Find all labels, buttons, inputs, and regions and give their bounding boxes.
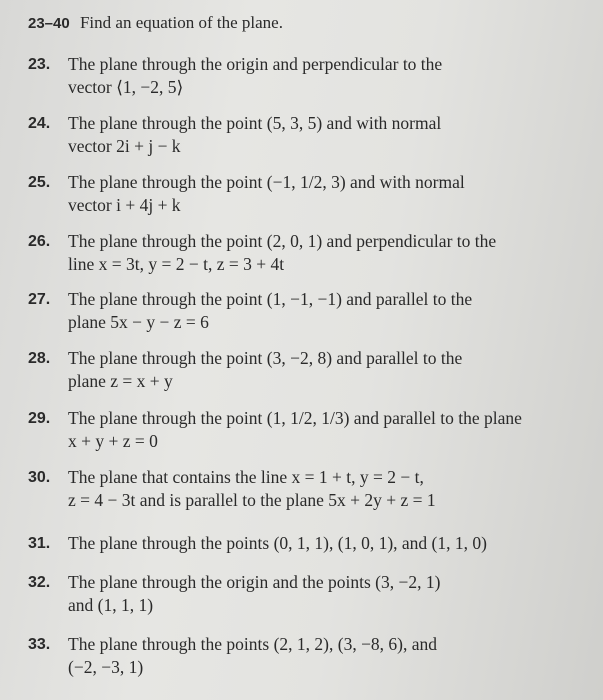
problem-text-line1: The plane through the point (5, 3, 5) and with normal [68, 113, 442, 133]
problem-text-line2: plane z = x + y [68, 371, 173, 391]
problem-text-line1: The plane through the point (2, 0, 1) and perpendicular to the [68, 231, 497, 251]
section-instruction: Find an equation of the plane. [79, 13, 283, 32]
problem-text-line2: vector 2i + j − k [68, 136, 181, 156]
problem-text-line2: (−2, −3, 1) [68, 657, 144, 677]
problem-text-line2: plane 5x − y − z = 6 [68, 312, 209, 332]
problem-text-line2: vector i + 4j + k [68, 195, 181, 215]
problem-number: 32. [28, 574, 51, 591]
problem-text-line1: The plane through the points (2, 1, 2), (3, −8, 6), and [68, 634, 438, 654]
problem-number: 26. [28, 233, 51, 250]
problem-number: 24. [28, 115, 51, 132]
problem-text-line2: line x = 3t, y = 2 − t, z = 3 + 4t [68, 254, 285, 274]
problem-text-line2: z = 4 − 3t and is parallel to the plane 5x + 2y + z = 1 [68, 490, 436, 510]
problem-text-line1: The plane through the point (1, −1, −1) and parallel to the [68, 289, 473, 309]
problem-number: 28. [28, 350, 51, 367]
problem-number: 27. [28, 291, 51, 308]
problem-text-line1: The plane through the points (0, 1, 1), (1, 0, 1), and (1, 1, 0) [68, 533, 487, 553]
section-header [28, 13, 283, 33]
problem-number: 29. [28, 410, 51, 427]
problem-number: 33. [28, 636, 51, 653]
problem-number: 30. [28, 469, 51, 486]
problem-text-line2: and (1, 1, 1) [68, 595, 154, 615]
problem-text-line1: The plane that contains the line x = 1 + t, y = 2 − t, [68, 467, 424, 487]
problem-text-line1: The plane through the origin and perpendicular to the [68, 54, 443, 74]
problem-text-line1: The plane through the point (3, −2, 8) and parallel to the [68, 348, 463, 368]
problem-number: 23. [28, 56, 51, 73]
exercise-range: 23–40 [28, 15, 70, 32]
problem-text-line1: The plane through the point (1, 1/2, 1/3) and parallel to the plane [68, 408, 522, 428]
problem-text-line1: The plane through the origin and the points (3, −2, 1) [68, 572, 441, 592]
problem-number: 31. [28, 535, 51, 552]
problem-number: 25. [28, 174, 51, 191]
problem-text-line1: The plane through the point (−1, 1/2, 3) and with normal [68, 172, 465, 192]
problem-text-line2: vector ⟨1, −2, 5⟩ [68, 77, 184, 97]
problem-text-line2: x + y + z = 0 [68, 431, 158, 451]
